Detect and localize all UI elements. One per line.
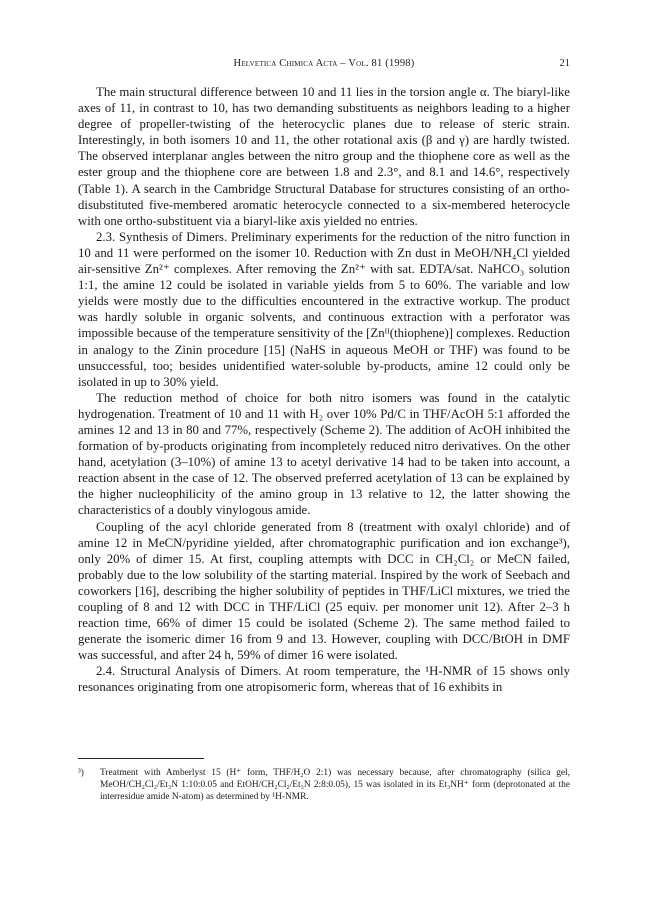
main-text (78, 84, 570, 696)
paragraph-structural-analysis: 2.4. Structural Analysis of Dimers. At room temperature, the ¹H-NMR of 15 shows only resonances originating from one atropisomeric form, whereas that of 16 exhibits in (78, 664, 570, 695)
footnote (78, 767, 570, 803)
paragraph-synthesis-of-dimers: 2.3. Synthesis of Dimers. Preliminary experiments for the reduction of the nitro function in 10 and 11 were performed on the isomer 10. Reduction with Zn dust in MeOH/NH₄Cl yielded air-sensitive Zn²⁺ complexes. After removing the Zn²⁺ with sat. EDTA/sat. NaHCO₃ solution 1:1, the amine 12 could be isolated in variable yields from 5 to 60%. The variable and low yields were mostly due to the difficulties encountered in the extractive workup. The product was hardly soluble in organic solvents, and continuous extraction with a perforator was impossible because of the temperature sensitivity of the [Znᴵᴵ(thiophene)] complexes. Reduction in analogy to the Zinin procedure [15] (NaHS in aqueous MeOH or THF) was found to be unsuccessful, too; besides unidentified water-soluble by-products, amine 12 could only be isolated in up to 30% yield. (78, 229, 570, 389)
paragraph-torsion-angles: The main structural difference between 10 and 11 lies in the torsion angle α. The biaryl-like axes of 11, in contrast to 10, has two demanding substituents as neighbors leading to a higher degree of propeller-twisting of the heterocyclic planes due to release of steric strain. Interestingly, in both isomers 10 and 11, the other rotational axis (β and γ) are hardly twisted. The observed interplanar angles between the nitro group and the thiophene core as well as the ester group and the thiophene core are between 1.8 and 2.3°, and 8.1 and 14.6°, respectively (Table 1). A search in the Cambridge Structural Database for structures consisting of an ortho-disubstituted five-membered aromatic heterocycle connected to a six-membered heterocycle with one ortho-substituent via a biaryl-like axis yielded no entries. (78, 85, 570, 228)
footnote-mark: ³) (78, 768, 84, 778)
page-number: 21 (559, 58, 570, 69)
footnote-text: Treatment with Amberlyst 15 (H⁺ form, THF/H₂O 2:1) was necessary because, after chromatography (silica gel, MeOH/CH₂Cl₂/Et₃N 1:10:0.05 and EtOH/CH₂Cl₂/Et₃N 2:8:0.05), 15 was isolated in its Et₃NH⁺ form (deprotonated at the interresidue amide N-atom) as determined by ¹H-NMR. (100, 768, 570, 803)
footnote-divider (78, 758, 204, 759)
paragraph-catalytic-hydrogenation: The reduction method of choice for both nitro isomers was found in the catalytic hydrogenation. Treatment of 10 and 11 with H₂ over 10% Pd/C in THF/AcOH 5:1 afforded the amines 12 and 13 in 80 and 77%, respectively (Scheme 2). The addition of AcOH inhibited the formation of by-products originating from incompletely reduced nitro derivatives. On the other hand, acetylation (3–10%) of amine 13 to acetyl derivative 14 had to be taken into account, a reaction absent in the case of 12. The observed preferred acetylation of 13 can be explained by the higher nucleophilicity of the amino group in 13 relative to 12, the latter showing the characteristics of a doubly vinylogous amide. (78, 390, 570, 518)
running-title: Helvetica Chimica Acta – Vol. 81 (1998) (233, 58, 415, 69)
paragraph-coupling: Coupling of the acyl chloride generated from 8 (treatment with oxalyl chloride) and of amine 12 in MeCN/pyridine yielded, after chromatographic purification and ion exchange³), only 20% of dimer 15. At first, coupling attempts with DCC in CH₂Cl₂ or MeCN failed, probably due to the low solubility of the starting material. Inspired by the work of Seebach and coworkers [16], describing the higher solubility of peptides in THF/LiCl mixtures, we tried the coupling of 8 and 12 with DCC in THF/LiCl (25 equiv. per monomer unit 12). After 2–3 h reaction time, 66% of dimer 15 could be isolated (Scheme 2). The same method failed to generate the isomeric dimer 16 from 9 and 13. However, coupling with DCC/BtOH in DMF was successful, and after 24 h, 59% of dimer 16 were isolated. (78, 519, 570, 663)
page-header (78, 58, 570, 74)
